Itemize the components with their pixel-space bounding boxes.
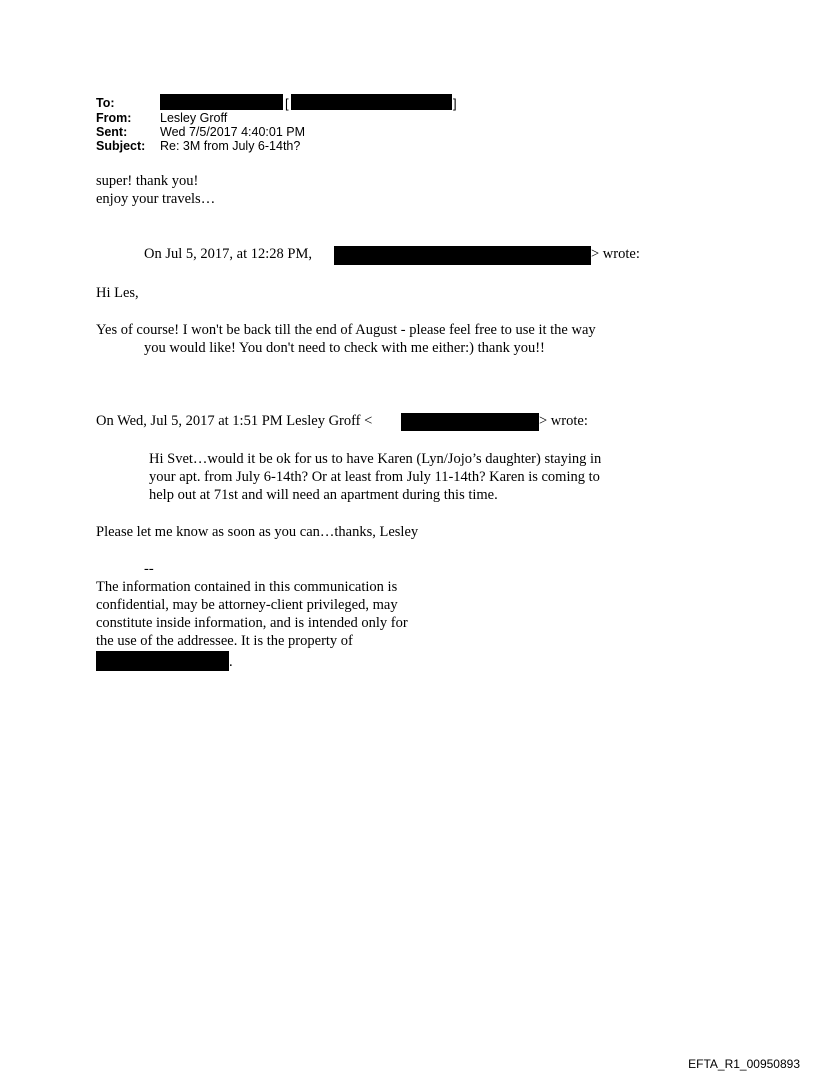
quote2-attribution-suffix: > wrote: — [539, 413, 588, 429]
quote2-body-line-2: your apt. from July 6-14th? Or at least from July 11-14th? Karen is coming to — [149, 469, 600, 485]
bates-number: EFTA_R1_00950893 — [688, 1057, 800, 1071]
subject-label: Subject: — [96, 139, 146, 153]
redaction-disclaimer-owner — [96, 651, 229, 671]
quote1-attribution-prefix: On Jul 5, 2017, at 12:28 PM, — [144, 246, 312, 262]
to-bracket-open: [ — [285, 96, 289, 111]
disclaimer-line-2: confidential, may be attorney-client privileged, may — [96, 597, 398, 613]
disclaimer-line-3: constitute inside information, and is intended only for — [96, 615, 408, 631]
disclaimer-line-4: the use of the addressee. It is the property of — [96, 633, 353, 649]
quote2-attribution-prefix: On Wed, Jul 5, 2017 at 1:51 PM Lesley Groff < — [96, 413, 373, 429]
redaction-to-name — [160, 94, 283, 110]
redaction-quote1-sender — [334, 246, 591, 265]
from-label: From: — [96, 111, 132, 125]
disclaimer-line-1: The information contained in this communication is — [96, 579, 398, 595]
sent-label: Sent: — [96, 125, 128, 139]
to-bracket-close: ] — [453, 96, 457, 111]
quote1-body-line-1: Yes of course! I won't be back till the end of August - please feel free to use it the way — [96, 322, 596, 338]
reply-line-2: enjoy your travels… — [96, 191, 216, 207]
quote1-body-line-2: you would like! You don't need to check with me either:) thank you!! — [144, 340, 545, 356]
from-value: Lesley Groff — [160, 111, 228, 125]
disclaimer-trailing-period: . — [229, 654, 233, 670]
signature-separator: -- — [144, 561, 154, 577]
redaction-to-email — [291, 94, 452, 110]
quote2-body-line-1: Hi Svet…would it be ok for us to have Karen (Lyn/Jojo’s daughter) staying in — [149, 451, 602, 467]
redaction-quote2-email — [401, 413, 539, 431]
sent-value: Wed 7/5/2017 4:40:01 PM — [160, 125, 306, 139]
reply-line-1: super! thank you! — [96, 173, 199, 189]
to-label: To: — [96, 96, 115, 110]
quote1-attribution-suffix: > wrote: — [591, 246, 640, 262]
quote1-greeting: Hi Les, — [96, 285, 139, 301]
subject-value: Re: 3M from July 6-14th? — [160, 139, 301, 153]
quote2-body-line-3: help out at 71st and will need an apartment during this time. — [149, 487, 498, 503]
quote2-closing: Please let me know as soon as you can…thanks, Lesley — [96, 524, 419, 540]
